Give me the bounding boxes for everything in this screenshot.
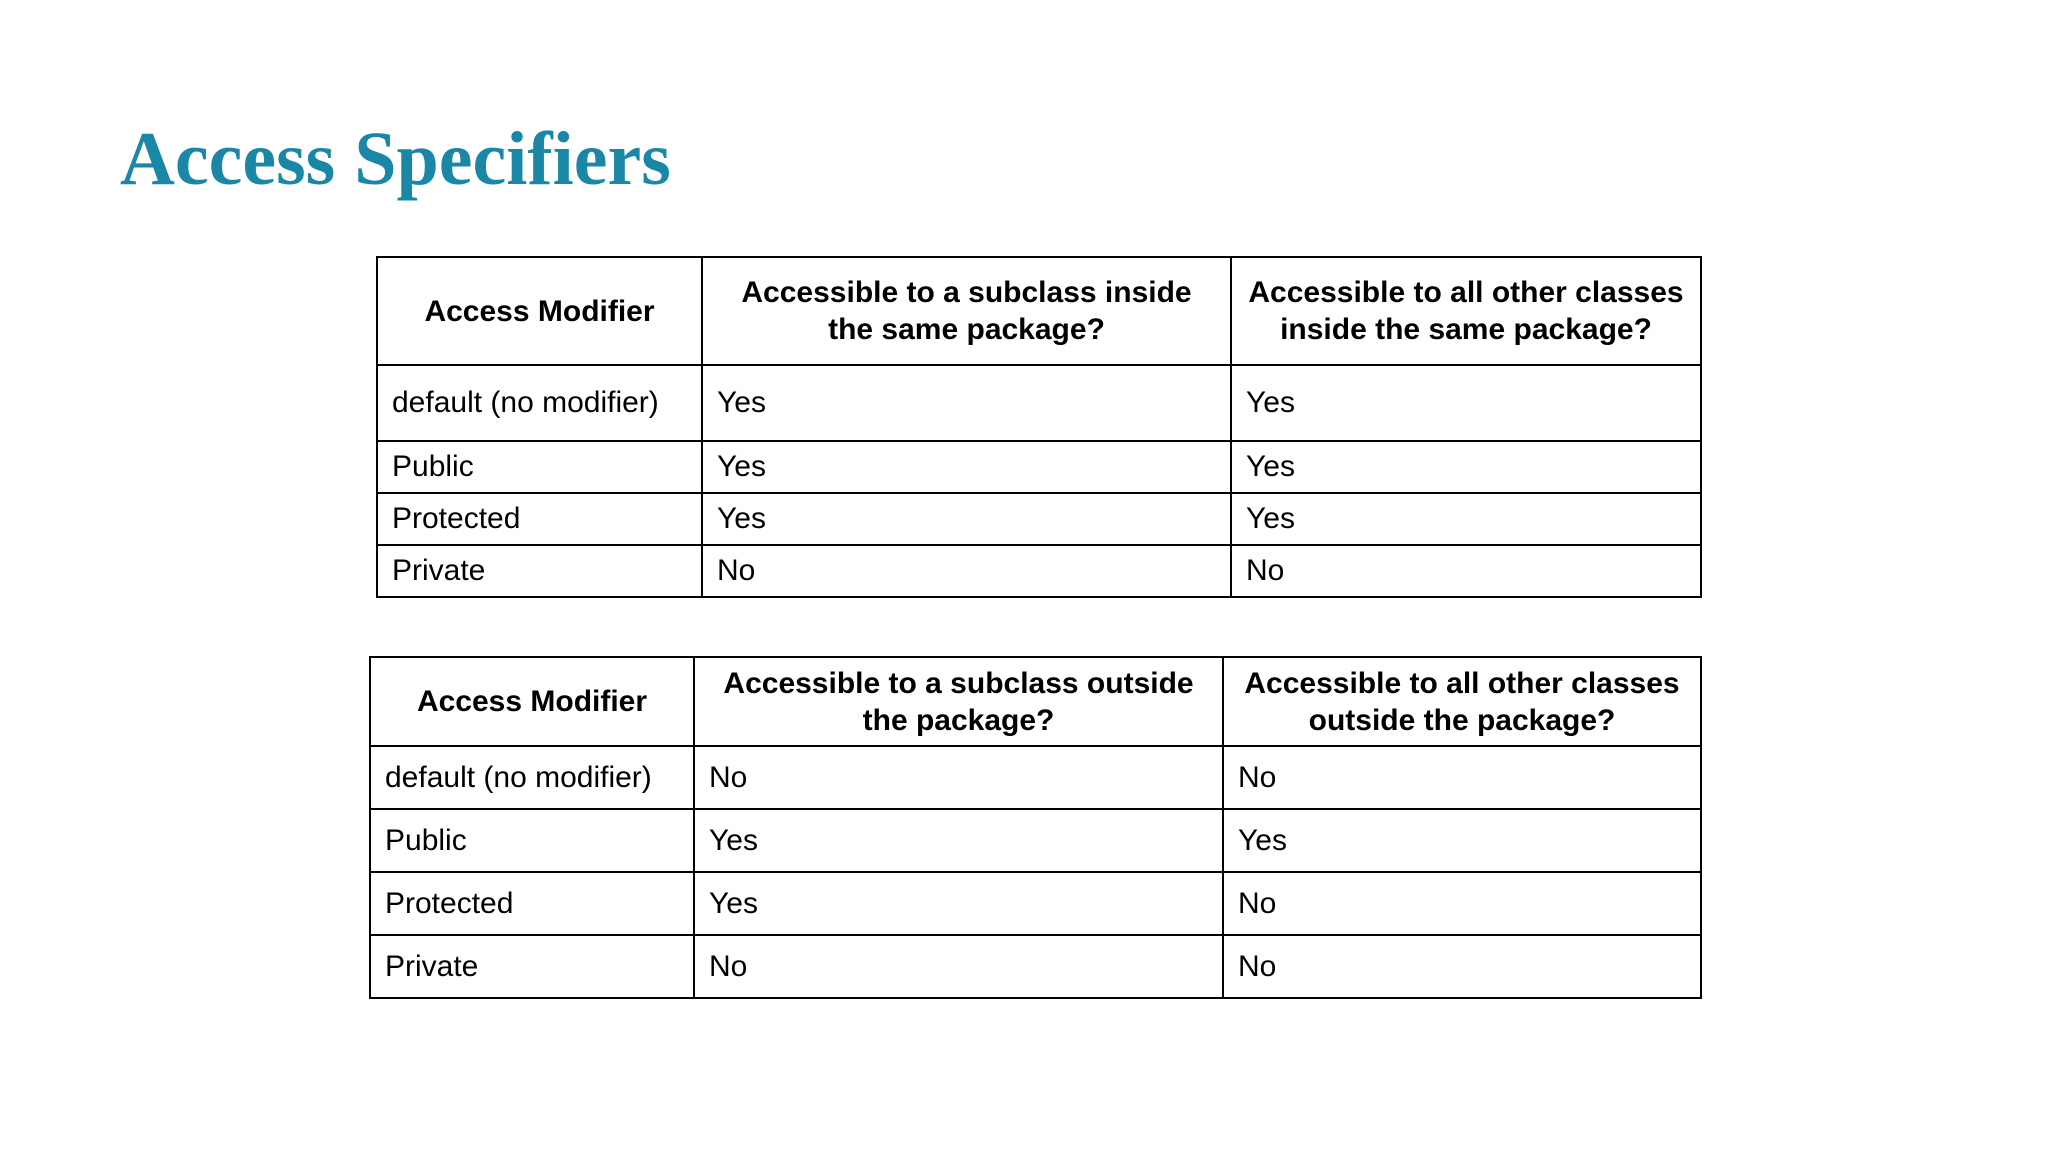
other-classes-access-cell: Yes — [1231, 365, 1701, 441]
column-header-subclass-same-package: Accessible to a subclass inside the same package? — [702, 257, 1231, 365]
other-classes-access-cell: No — [1231, 545, 1701, 597]
column-header-access-modifier: Access Modifier — [370, 657, 694, 746]
column-header-other-classes-same-package: Accessible to all other classes inside the same package? — [1231, 257, 1701, 365]
column-header-subclass-outside-package: Accessible to a subclass outside the package? — [694, 657, 1223, 746]
other-classes-access-cell: Yes — [1231, 441, 1701, 493]
subclass-access-cell: No — [694, 935, 1223, 998]
subclass-access-cell: Yes — [702, 493, 1231, 545]
table-row — [370, 872, 1701, 935]
other-classes-access-cell: No — [1223, 746, 1701, 809]
subclass-access-cell: Yes — [702, 365, 1231, 441]
table-row — [377, 441, 1701, 493]
table-header-row — [370, 657, 1701, 746]
modifier-cell: Private — [377, 545, 702, 597]
table-row — [377, 545, 1701, 597]
outside-package-access-table — [369, 656, 1702, 999]
column-header-other-classes-outside-package: Accessible to all other classes outside the package? — [1223, 657, 1701, 746]
subclass-access-cell: Yes — [694, 872, 1223, 935]
other-classes-access-cell: Yes — [1223, 809, 1701, 872]
subclass-access-cell: Yes — [702, 441, 1231, 493]
other-classes-access-cell: No — [1223, 872, 1701, 935]
modifier-cell: Protected — [377, 493, 702, 545]
table-row — [370, 809, 1701, 872]
column-header-access-modifier: Access Modifier — [377, 257, 702, 365]
same-package-access-table — [376, 256, 1702, 598]
table-row — [370, 746, 1701, 809]
table-row — [377, 493, 1701, 545]
modifier-cell: Private — [370, 935, 694, 998]
table-row — [370, 935, 1701, 998]
subclass-access-cell: Yes — [694, 809, 1223, 872]
modifier-cell: Protected — [370, 872, 694, 935]
slide-title: Access Specifiers — [120, 117, 671, 201]
table-header-row — [377, 257, 1701, 365]
table-row — [377, 365, 1701, 441]
modifier-cell: Public — [370, 809, 694, 872]
modifier-cell: default (no modifier) — [370, 746, 694, 809]
subclass-access-cell: No — [694, 746, 1223, 809]
modifier-cell: Public — [377, 441, 702, 493]
subclass-access-cell: No — [702, 545, 1231, 597]
other-classes-access-cell: No — [1223, 935, 1701, 998]
modifier-cell: default (no modifier) — [377, 365, 702, 441]
other-classes-access-cell: Yes — [1231, 493, 1701, 545]
